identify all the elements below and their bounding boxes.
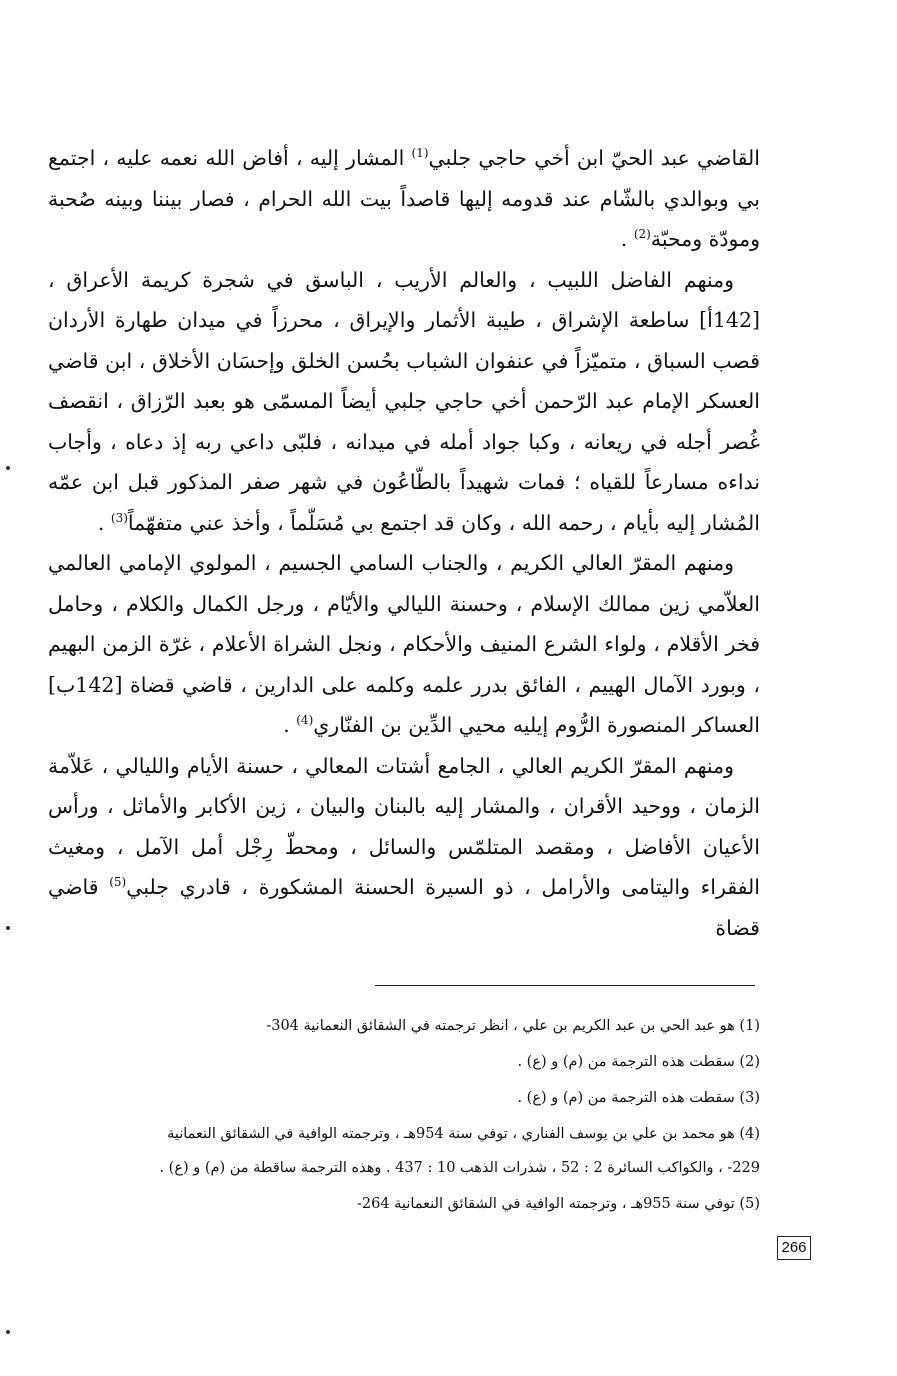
footnote-marker: (4) (296, 713, 314, 728)
footnote: (2) سقطت هذه الترجمة من (م) و (ع) . (517, 1054, 760, 1070)
footnote: (3) سقطت هذه الترجمة من (م) و (ع) . (517, 1090, 760, 1106)
margin-dot (6, 466, 10, 470)
paragraph-end: . (97, 510, 111, 535)
footnote-marker: (3) (110, 510, 128, 525)
footnote-marker: (2) (633, 227, 651, 242)
paragraph-text: ومنهم المقرّ الكريم العالي ، الجامع أشتات المعالي ، حسنة الأيام والليالي ، عَلاّمة الزمان ، ووحيد الأقران ، والمشار إليه بالبنان والبيان ، زين الأكابر والأماثل ، ورأس الأعيان الأفاضل ، ومقصد المتلمّس والسائل ، ومحطّ رِجْل أمل الآمل ، ومغيث الفقراء واليتامى والأرامل ، ذو السيرة الحسنة المشكورة ، قادري جلبي (48, 753, 760, 899)
footnote: (4) هو محمد بن علي بن يوسف الفناري ، توفي سنة 954هـ ، وترجمته الوافية في الشقائق النعمانية (167, 1126, 760, 1142)
paragraph-text: القاضي عبد الحيّ ابن أخي حاجي جلبي (428, 146, 760, 170)
footnote: (1) هو عبد الحي بن عبد الكريم بن علي ، انظر ترجمته في الشقائق النعمانية 304- (266, 1018, 760, 1034)
paragraph (48, 543, 760, 746)
paragraph-end: . (620, 227, 634, 251)
paragraph-text: ومنهم المقرّ العالي الكريم ، والجناب السامي الجسيم ، المولوي الإمامي العالمي العلاّمي زين ممالك الإسلام ، وحسنة الليالي والأيّام ، ورجل الكمال والكلام ، وحامل فخر الأقلام ، ولواء الشرع المنيف والأحكام ، ونجل الشراة الأعلام ، غرّة الزمن البهيم ، وبورد الآمال الهييم ، الفائق بدرر علمه وكلمه على الدارين ، قاضي قضاة [142ب] العساكر المنصورة الرُّوم إيليه محيي الدِّين بن الفنّاري (48, 551, 760, 737)
paragraph (48, 138, 760, 260)
page-number: 266 (777, 1236, 811, 1260)
footnote-continuation: 229- ، والكواكب السائرة 2 : 52 ، شذرات الذهب 10 : 437 . وهذه الترجمة ساقطة من (م) و (ع) . (159, 1160, 760, 1176)
footnote-marker: (5) (109, 875, 127, 890)
paragraph-end: قاضي قضاة (48, 875, 760, 940)
footnote-marker: (1) (411, 146, 429, 161)
paragraph-text: المشار إليه ، أفاض الله نعمه عليه ، اجتمع بي وبوالدي بالشّام عند قدومه إليها قاصداً بيت الله الحرام ، فصار بيننا وبينه صُحبة ومودّة ومحبّة (48, 146, 760, 251)
margin-dot (6, 1330, 10, 1334)
footnote: (5) توفي سنة 955هـ ، وترجمته الوافية في الشقائق النعمانية 264- (356, 1196, 760, 1212)
margin-dot (6, 926, 10, 930)
paragraph (48, 260, 760, 544)
paragraph (48, 746, 760, 949)
footnotes (48, 1010, 760, 1224)
footnote-separator (375, 985, 755, 986)
paragraph-text: ومنهم الفاضل اللبيب ، والعالم الأريب ، الباسق في شجرة كريمة الأعراق ، [142أ] ساطعة الإشراق ، طيبة الأثمار والإيراق ، محرزاً في ميدان طهارة الأردان قصب السباق ، متميّزاً في عنفوان الشباب بحُسن الخلق وإحسَان الأخلاق ، ابن قاضي العسكر الإمام عبد الرّحمن أخي حاجي جلبي أيضاً المسمّى هو بعبد الرّزاق ، انقصف غُصر أجله في ريعانه ، وكبا جواد أمله في ميدانه ، فلبّى داعي ربه إذ دعاه ، وأجاب نداءه مسارعاً للقياه ؛ فمات شهيداً بالطّاعُون في شهر صفر المذكور قبل ابن عمّه المُشار إليه بأيام ، رحمه الله ، وكان قد اجتمع بي مُسَلّماً ، وأخذ عني متفهّماً (48, 267, 760, 535)
main-text (48, 138, 760, 948)
paragraph-end: . (283, 713, 297, 737)
